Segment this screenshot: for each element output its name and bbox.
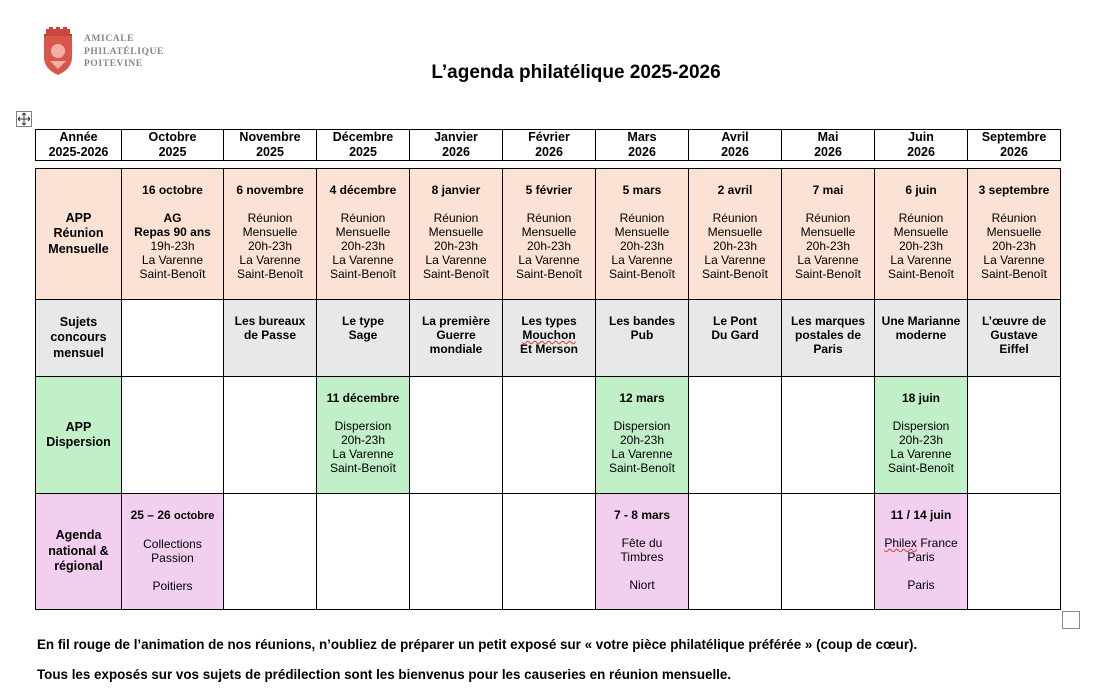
header-february: Février 2026 (503, 130, 596, 161)
table-resize-handle[interactable] (1062, 611, 1080, 629)
reunion-label: APP Réunion Mensuelle (36, 169, 122, 300)
sujets-cell-november: Les bureaux de Passe (224, 300, 317, 377)
sujets-cell-december: Le type Sage (317, 300, 410, 377)
agenda-cell-may (782, 494, 875, 610)
header-september: Septembre 2026 (968, 130, 1061, 161)
agenda-cell-february (503, 494, 596, 610)
header-row (36, 130, 1061, 161)
move-icon (17, 112, 31, 126)
header-october: Octobre 2025 (122, 130, 224, 161)
header-year: Année 2025-2026 (36, 130, 122, 161)
dispersion-cell-november (224, 377, 317, 494)
reunion-cell-october: 16 octobre AG Repas 90 ans 19h-23h La Varenne Saint-Benoît (122, 169, 224, 300)
page-title: L’agenda philatélique 2025-2026 (431, 62, 721, 83)
sujets-label: Sujets concours mensuel (36, 300, 122, 377)
reunion-cell-april: 2 avril Réunion Mensuelle 20h-23h La Varenne Saint-Benoît (689, 169, 782, 300)
dispersion-cell-february (503, 377, 596, 494)
reunion-cell-june: 6 juin Réunion Mensuelle 20h-23h La Varenne Saint-Benoît (875, 169, 968, 300)
agenda-cell-october: 25 – 26 octobre Collections Passion Poitiers (122, 494, 224, 610)
agenda-table (35, 168, 1061, 610)
dispersion-label: APP Dispersion (36, 377, 122, 494)
agenda-cell-march: 7 - 8 mars Fête du Timbres Niort (596, 494, 689, 610)
dispersion-cell-may (782, 377, 875, 494)
note-line-1: En fil rouge de l’animation de nos réunions, n’oubliez de préparer un petit exposé sur « votre pièce philatélique préférée » (coup de cœur). (37, 637, 918, 652)
header-december: Décembre 2025 (317, 130, 410, 161)
header-march: Mars 2026 (596, 130, 689, 161)
dispersion-row (36, 377, 1061, 494)
note-line-2: Tous les exposés sur vos sujets de prédilection sont les bienvenus pour les causeries en réunion mensuelle. (37, 667, 732, 682)
logo-line-3: POITEVINE (84, 59, 143, 69)
agenda-cell-november (224, 494, 317, 610)
sujets-cell-september: L’œuvre de Gustave Eiffel (968, 300, 1061, 377)
header-table (35, 129, 1061, 161)
dispersion-cell-january (410, 377, 503, 494)
agenda-cell-june: 11 / 14 juin Philex France Paris Paris (875, 494, 968, 610)
table-move-handle[interactable] (16, 111, 32, 127)
agenda-cell-january (410, 494, 503, 610)
dispersion-cell-september (968, 377, 1061, 494)
header-april: Avril 2026 (689, 130, 782, 161)
dispersion-cell-june: 18 juin Dispersion 20h-23h La Varenne Saint-Benoît (875, 377, 968, 494)
dispersion-cell-april (689, 377, 782, 494)
header-may: Mai 2026 (782, 130, 875, 161)
sujets-cell-march: Les bandes Pub (596, 300, 689, 377)
agenda-row (36, 494, 1061, 610)
agenda-cell-april (689, 494, 782, 610)
header-november: Novembre 2025 (224, 130, 317, 161)
sujets-row (36, 300, 1061, 377)
reunion-cell-february: 5 février Réunion Mensuelle 20h-23h La Varenne Saint-Benoît (503, 169, 596, 300)
dispersion-cell-march: 12 mars Dispersion 20h-23h La Varenne Saint-Benoît (596, 377, 689, 494)
dispersion-cell-october (122, 377, 224, 494)
agenda-cell-september (968, 494, 1061, 610)
header-january: Janvier 2026 (410, 130, 503, 161)
logo-line-1: AMICALE (84, 34, 135, 44)
sujets-cell-june: Une Marianne moderne (875, 300, 968, 377)
reunion-cell-january: 8 janvier Réunion Mensuelle 20h-23h La Varenne Saint-Benoît (410, 169, 503, 300)
sujets-cell-february: Les types Mouchon Et Merson (503, 300, 596, 377)
dispersion-cell-december: 11 décembre Dispersion 20h-23h La Varenne Saint-Benoît (317, 377, 410, 494)
reunion-cell-march: 5 mars Réunion Mensuelle 20h-23h La Varenne Saint-Benoît (596, 169, 689, 300)
sujets-cell-october (122, 300, 224, 377)
logo-line-2: PHILATÉLIQUE (84, 46, 164, 57)
sujets-cell-april: Le Pont Du Gard (689, 300, 782, 377)
sujets-cell-january: La première Guerre mondiale (410, 300, 503, 377)
header-june: Juin 2026 (875, 130, 968, 161)
reunion-cell-december: 4 décembre Réunion Mensuelle 20h-23h La Varenne Saint-Benoît (317, 169, 410, 300)
reunion-row (36, 169, 1061, 300)
reunion-cell-may: 7 mai Réunion Mensuelle 20h-23h La Varenne Saint-Benoît (782, 169, 875, 300)
agenda-cell-december (317, 494, 410, 610)
reunion-cell-november: 6 novembre Réunion Mensuelle 20h-23h La Varenne Saint-Benoît (224, 169, 317, 300)
agenda-label: Agenda national & régional (36, 494, 122, 610)
sujets-cell-may: Les marques postales de Paris (782, 300, 875, 377)
reunion-cell-september: 3 septembre Réunion Mensuelle 20h-23h La Varenne Saint-Benoît (968, 169, 1061, 300)
